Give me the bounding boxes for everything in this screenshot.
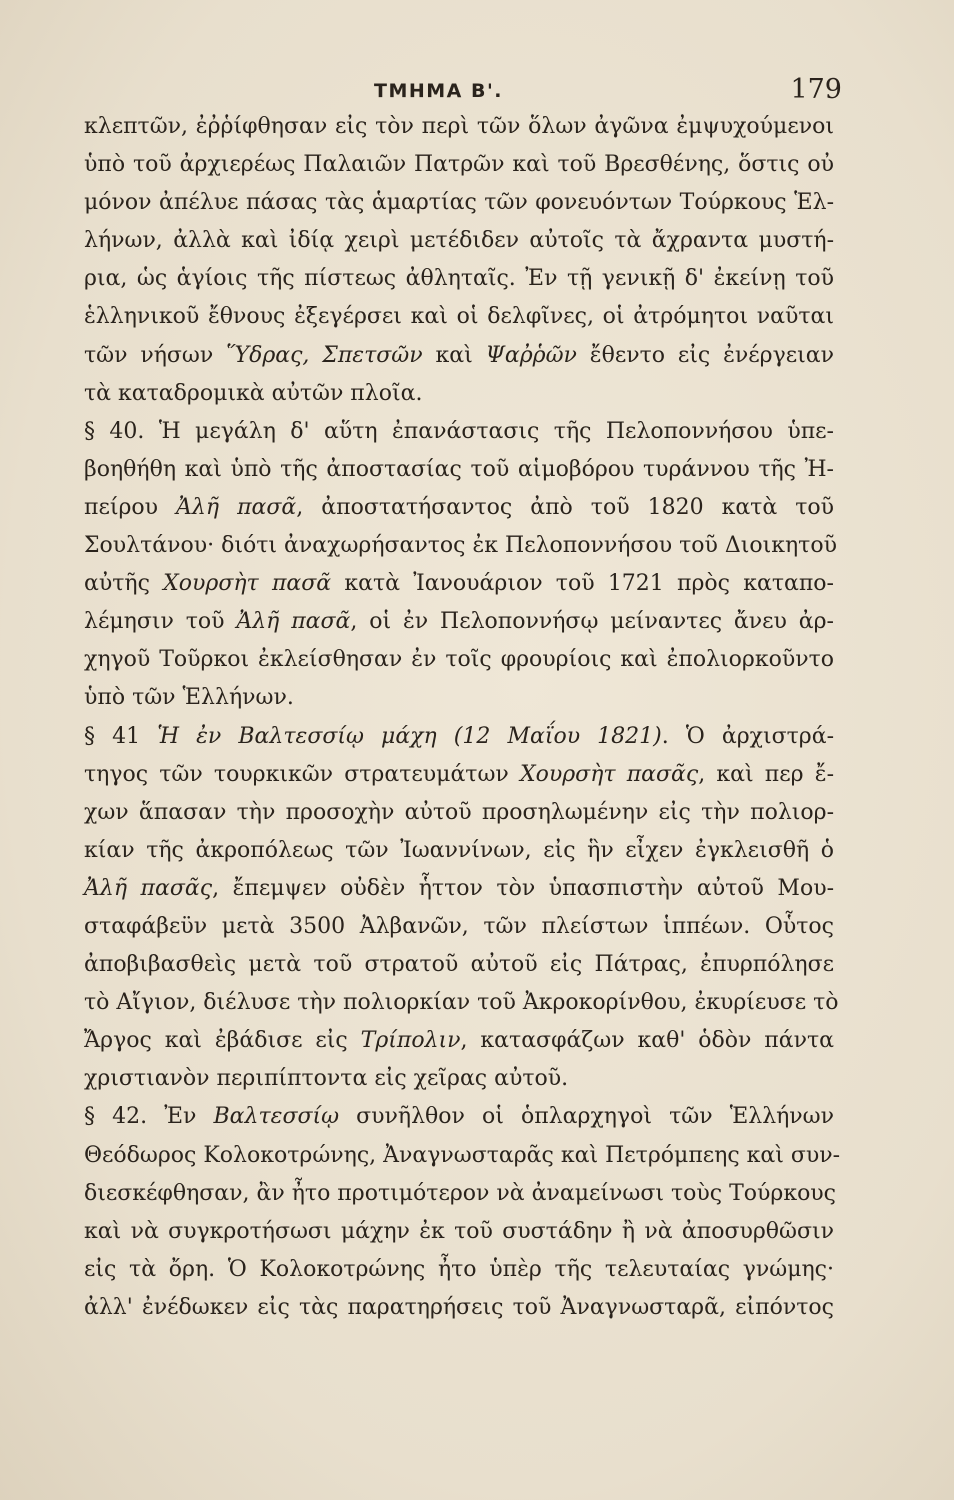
text-line [84, 108, 834, 146]
text-line [84, 794, 834, 832]
text-line [84, 946, 834, 984]
text-run: τηγος τῶν τουρκικῶν στρατευμάτων [84, 761, 520, 787]
text-line [84, 984, 839, 1022]
text-run: πείρου [84, 494, 177, 520]
text-line [84, 1175, 837, 1213]
text-line [84, 1060, 834, 1098]
text-line [84, 413, 834, 451]
italic-text: Χουρσὴτ πασᾶ [163, 571, 332, 597]
page-number: 179 [790, 74, 842, 105]
text-line [84, 908, 834, 946]
text-line [84, 832, 834, 870]
text-run: χηγοῦ Τοῦρκοι ἐκλείσθησαν ἐν τοῖς φρουρίοις καὶ ἐπολιορκοῦντο [84, 647, 834, 673]
text-run: σταφάβεϋν μετὰ 3500 Ἀλβανῶν, τῶν πλείστων ἱππέων. Οὗτος [84, 913, 834, 939]
italic-text: Ἀλῆ πασᾶ [176, 494, 297, 520]
text-run: καὶ [422, 342, 486, 368]
text-line [84, 1022, 834, 1060]
text-run: , οἱ ἐν Πελοποννήσῳ μείναντες ἄνευ ἀρ- [350, 609, 834, 635]
text-line [84, 337, 834, 375]
text-run: § 41 [84, 723, 158, 749]
text-run: κατὰ Ἰανουάριον τοῦ 1721 πρὸς καταπο- [331, 571, 834, 597]
text-line [84, 756, 834, 794]
text-line [84, 298, 834, 336]
text-line [84, 222, 834, 260]
text-run: συνῆλθον οἱ ὁπλαρχηγοὶ τῶν Ἑλλήνων [339, 1104, 834, 1130]
text-run: μόνον ἀπέλυε πάσας τὰς ἁμαρτίας τῶν φονευόντων Τούρκους Ἑλ- [84, 190, 834, 216]
text-line [84, 1289, 834, 1327]
text-run: , ἔπεμψεν οὐδὲν ἧττον τὸν ὑπασπιστὴν αὐτοῦ Μου- [212, 875, 834, 901]
italic-text: Ἀλῆ πασᾶς [84, 875, 213, 901]
section-title: ΤΜΗΜΑ Β'. [374, 80, 504, 102]
text-run: λέμησιν τοῦ [84, 609, 237, 635]
italic-text: Ψαῤῥῶν [485, 342, 577, 368]
text-run: εἰς τὰ ὄρη. Ὁ Κολοκοτρώνης ἦτο ὑπὲρ τῆς τελευταίας γνώμης· [84, 1256, 834, 1282]
text-run: § 42. Ἐν [84, 1104, 214, 1130]
italic-text: Ἡ ἐν Βαλτεσσίῳ μάχη (12 Μαΐου 1821) [157, 723, 662, 749]
text-run: . Ὁ ἀρχιστρά- [661, 723, 834, 749]
text-run: λήνων, ἀλλὰ καὶ ἰδίᾳ χειρὶ μετέδιδεν αὐτοῖς τὰ ἄχραντα μυστή- [84, 228, 834, 254]
text-line [84, 184, 834, 222]
text-run: διεσκέφθησαν, ἂν ἦτο προτιμότερον νὰ ἀναμείνωσι τοὺς Τούρκους [84, 1180, 837, 1206]
text-run: Θεόδωρος Κολοκοτρώνης, Ἀναγνωσταρᾶς καὶ Πετρόμπεης καὶ συν- [84, 1142, 841, 1168]
text-run: κίαν τῆς ἀκροπόλεως τῶν Ἰωαννίνων, εἰς ἣν εἶχεν ἐγκλεισθῆ ὁ [84, 837, 834, 863]
text-run: καὶ νὰ συγκροτήσωσι μάχην ἐκ τοῦ συστάδην ἢ νὰ ἀποσυρθῶσιν [84, 1218, 834, 1244]
text-line [84, 870, 834, 908]
text-line [84, 1213, 834, 1251]
text-run: ὑπὸ τῶν Ἑλλήνων. [84, 685, 294, 711]
text-run: ἀλλ' ἐνέδωκεν εἰς τὰς παρατηρήσεις τοῦ Ἀναγνωσταρᾶ, εἰπόντος [84, 1294, 834, 1320]
text-line [84, 641, 834, 679]
text-line [84, 603, 834, 641]
text-line [84, 718, 834, 756]
text-run: τὸ Αἴγιον, διέλυσε τὴν πολιορκίαν τοῦ Ἀκροκορίνθου, ἐκυρίευσε τὸ [84, 990, 839, 1016]
text-line [84, 1251, 834, 1289]
italic-text: Ἀλῆ πασᾶ [236, 609, 351, 635]
text-run: Ἄργος καὶ ἐβάδισε εἰς [84, 1028, 361, 1054]
text-line [84, 1137, 841, 1175]
text-line [84, 679, 834, 717]
italic-text: Τρίπολιν [360, 1028, 461, 1054]
text-run: , κατασφάζων καθ' ὁδὸν πάντα [460, 1028, 834, 1054]
text-line [84, 146, 834, 184]
text-run: ρια, ὡς ἁγίοις τῆς πίστεως ἀθληταῖς. Ἐν τῇ γενικῇ δ' ἐκείνῃ τοῦ [84, 266, 834, 292]
text-run: ὑπὸ τοῦ ἀρχιερέως Παλαιῶν Πατρῶν καὶ τοῦ Βρεσθένης, ὅστις οὐ [84, 152, 834, 178]
text-run: τὰ καταδρομικὰ αὐτῶν πλοῖα. [84, 380, 423, 406]
text-run: ἀποβιβασθεὶς μετὰ τοῦ στρατοῦ αὐτοῦ εἰς Πάτρας, ἐπυρπόλησε [84, 952, 834, 978]
running-head [84, 58, 842, 108]
text-line [84, 1098, 834, 1136]
text-run: κλεπτῶν, ἐῤῥίφθησαν εἰς τὸν περὶ τῶν ὅλων ἀγῶνα ἐμψυχούμενοι [84, 114, 834, 139]
text-run: ἑλληνικοῦ ἔθνους ἐξεγέρσει καὶ οἱ δελφῖνες, οἱ ἀτρόμητοι ναῦται [84, 304, 834, 330]
text-line [84, 565, 834, 603]
italic-text: Χουρσὴτ πασᾶς [519, 761, 699, 787]
text-run: αὐτῆς [84, 571, 164, 597]
text-run: χριστιανὸν περιπίπτοντα εἰς χεῖρας αὐτοῦ. [84, 1066, 569, 1092]
text-line [84, 375, 834, 413]
text-run: Σουλτάνου· διότι ἀναχωρήσαντος ἐκ Πελοποννήσου τοῦ Διοικητοῦ [84, 533, 837, 559]
text-run: ἔθεντο εἰς ἐνέργειαν [576, 342, 835, 368]
text-run: βοηθήθη καὶ ὑπὸ τῆς ἀποστασίας τοῦ αἱμοβόρου τυράννου τῆς Ἠ- [84, 456, 834, 482]
text-line [84, 489, 834, 527]
text-line [84, 451, 834, 489]
text-line [84, 527, 837, 565]
body-text [84, 108, 841, 1327]
italic-text: Βαλτεσσίῳ [213, 1104, 340, 1130]
text-run: , ἀποστατήσαντος ἀπὸ τοῦ 1820 κατὰ τοῦ [296, 494, 834, 520]
text-run: § 40. Ἡ μεγάλη δ' αὕτη ἐπανάστασις τῆς Πελοποννήσου ὑπε- [84, 418, 834, 444]
text-run: χων ἅπασαν τὴν προσοχὴν αὐτοῦ προσηλωμένην εἰς τὴν πολιορ- [84, 799, 834, 825]
text-run: τῶν νήσων [84, 342, 227, 368]
italic-text: Ὕδρας, Σπετσῶν [226, 342, 423, 368]
text-line [84, 260, 834, 298]
text-run: , καὶ περ ἔ- [698, 761, 835, 787]
